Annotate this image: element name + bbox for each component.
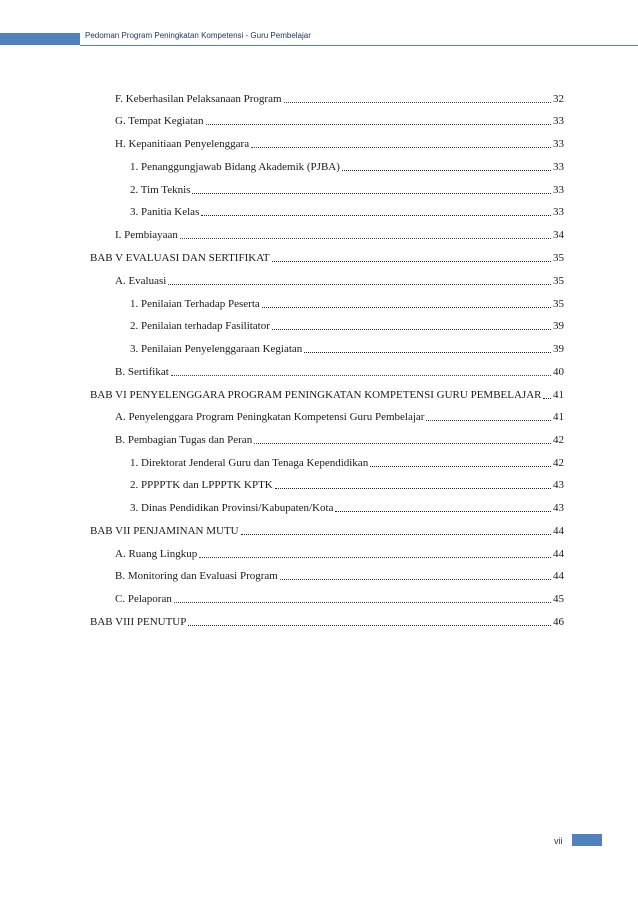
leader-dots	[174, 591, 551, 603]
toc-entry[interactable]	[115, 591, 564, 607]
toc-entry[interactable]	[115, 227, 564, 243]
toc-entry[interactable]	[130, 341, 564, 357]
running-header: Pedoman Program Peningkatan Kompetensi - Guru Pembelajar	[85, 31, 311, 40]
toc-entry[interactable]	[115, 568, 564, 584]
toc-entry[interactable]	[130, 296, 564, 312]
toc-entry[interactable]	[130, 477, 564, 493]
toc-entry-label: BAB VI PENYELENGGARA PROGRAM PENINGKATAN KOMPETENSI GURU PEMBELAJAR	[90, 389, 542, 401]
header-rule	[80, 45, 638, 46]
page-number: vii	[554, 836, 563, 846]
toc-page-number: 46	[553, 616, 564, 628]
leader-dots	[342, 159, 551, 171]
header-accent-bar	[0, 33, 80, 45]
toc-entry-label: BAB VII PENJAMINAN MUTU	[90, 525, 239, 537]
leader-dots	[275, 477, 551, 489]
toc-entry[interactable]	[115, 136, 564, 152]
toc-entry[interactable]	[90, 523, 564, 539]
toc-entry-label: 1. Penilaian Terhadap Peserta	[130, 298, 260, 310]
toc-page-number: 42	[553, 457, 564, 469]
leader-dots	[168, 273, 551, 285]
leader-dots	[426, 409, 551, 421]
leader-dots	[241, 523, 551, 535]
toc-page-number: 34	[553, 229, 564, 241]
toc-entry[interactable]	[90, 614, 564, 630]
leader-dots	[335, 500, 551, 512]
toc-page-number: 44	[553, 525, 564, 537]
toc-entry[interactable]	[130, 182, 564, 198]
leader-dots	[188, 614, 551, 626]
toc-entry-label: I. Pembiayaan	[115, 229, 178, 241]
toc-entry-label: 3. Penilaian Penyelenggaraan Kegiatan	[130, 343, 303, 355]
toc-page-number: 33	[553, 184, 564, 196]
toc-entry[interactable]	[115, 432, 564, 448]
leader-dots	[251, 136, 551, 148]
toc-entry-label: 2. Penilaian terhadap Fasilitator	[130, 320, 270, 332]
toc-page-number: 33	[553, 161, 564, 173]
leader-dots	[180, 227, 551, 239]
leader-dots	[280, 568, 551, 580]
toc-entry-label: A. Evaluasi	[115, 275, 167, 287]
leader-dots	[304, 341, 551, 353]
toc-page-number: 41	[553, 389, 564, 401]
toc-entry[interactable]	[130, 500, 564, 516]
leader-dots	[272, 318, 551, 330]
toc-entry-label: BAB VIII PENUTUP	[90, 616, 187, 628]
leader-dots	[262, 296, 551, 308]
toc-page-number: 33	[553, 206, 564, 218]
toc-page-number: 40	[553, 366, 564, 378]
toc-entry-label: 3. Panitia Kelas	[130, 206, 200, 218]
toc-entry[interactable]	[115, 409, 564, 425]
toc-entry-label: 2. PPPPTK dan LPPPTK KPTK	[130, 479, 273, 491]
toc-page-number: 42	[553, 434, 564, 446]
toc-entry[interactable]	[130, 455, 564, 471]
toc-entry[interactable]	[115, 91, 564, 107]
toc-page-number: 44	[553, 548, 564, 560]
toc-entry-label: A. Ruang Lingkup	[115, 548, 198, 560]
toc-entry-label: B. Pembagian Tugas dan Peran	[115, 434, 253, 446]
toc-page-number: 35	[553, 275, 564, 287]
toc-entry[interactable]	[130, 204, 564, 220]
toc-page-number: 35	[553, 252, 564, 264]
leader-dots	[192, 182, 551, 194]
toc-entry[interactable]	[115, 273, 564, 289]
leader-dots	[370, 455, 551, 467]
footer-accent-bar	[572, 834, 602, 846]
toc-page-number: 43	[553, 502, 564, 514]
toc-page-number: 32	[553, 93, 564, 105]
leader-dots	[284, 91, 551, 103]
toc-entry-label: 1. Penanggungjawab Bidang Akademik (PJBA)	[130, 161, 340, 173]
leader-dots	[201, 204, 551, 216]
toc-entry[interactable]	[115, 364, 564, 380]
toc-entry[interactable]	[90, 387, 564, 403]
toc-page-number: 45	[553, 593, 564, 605]
toc-entry-label: F. Keberhasilan Pelaksanaan Program	[115, 93, 282, 105]
toc-entry-label: B. Sertifikat	[115, 366, 169, 378]
toc-entry-label: H. Kepanitiaan Penyelenggara	[115, 138, 250, 150]
leader-dots	[206, 113, 551, 125]
leader-dots	[272, 250, 551, 262]
toc-page-number: 33	[553, 138, 564, 150]
toc-page-number: 39	[553, 343, 564, 355]
toc-entry-label: 1. Direktorat Jenderal Guru dan Tenaga Kependidikan	[130, 457, 369, 469]
toc-page-number: 33	[553, 115, 564, 127]
toc-entry-label: 2. Tim Teknis	[130, 184, 191, 196]
toc-entry-label: B. Monitoring dan Evaluasi Program	[115, 570, 278, 582]
toc-entry-label: A. Penyelenggara Program Peningkatan Kompetensi Guru Pembelajar	[115, 411, 425, 423]
leader-dots	[171, 364, 551, 376]
toc-entry-label: BAB V EVALUASI DAN SERTIFIKAT	[90, 252, 270, 264]
leader-dots	[543, 387, 551, 399]
leader-dots	[254, 432, 551, 444]
toc-entry-label: 3. Dinas Pendidikan Provinsi/Kabupaten/Kota	[130, 502, 334, 514]
toc-page-number: 43	[553, 479, 564, 491]
toc-page-number: 35	[553, 298, 564, 310]
toc-entry[interactable]	[130, 159, 564, 175]
toc-entry[interactable]	[90, 250, 564, 266]
leader-dots	[199, 546, 551, 558]
toc-entry-label: C. Pelaporan	[115, 593, 172, 605]
toc-entry-label: G. Tempat Kegiatan	[115, 115, 204, 127]
toc-page-number: 41	[553, 411, 564, 423]
toc-entry[interactable]	[115, 113, 564, 129]
toc-entry[interactable]	[130, 318, 564, 334]
toc-entry[interactable]	[115, 546, 564, 562]
toc-page-number: 44	[553, 570, 564, 582]
toc-page-number: 39	[553, 320, 564, 332]
